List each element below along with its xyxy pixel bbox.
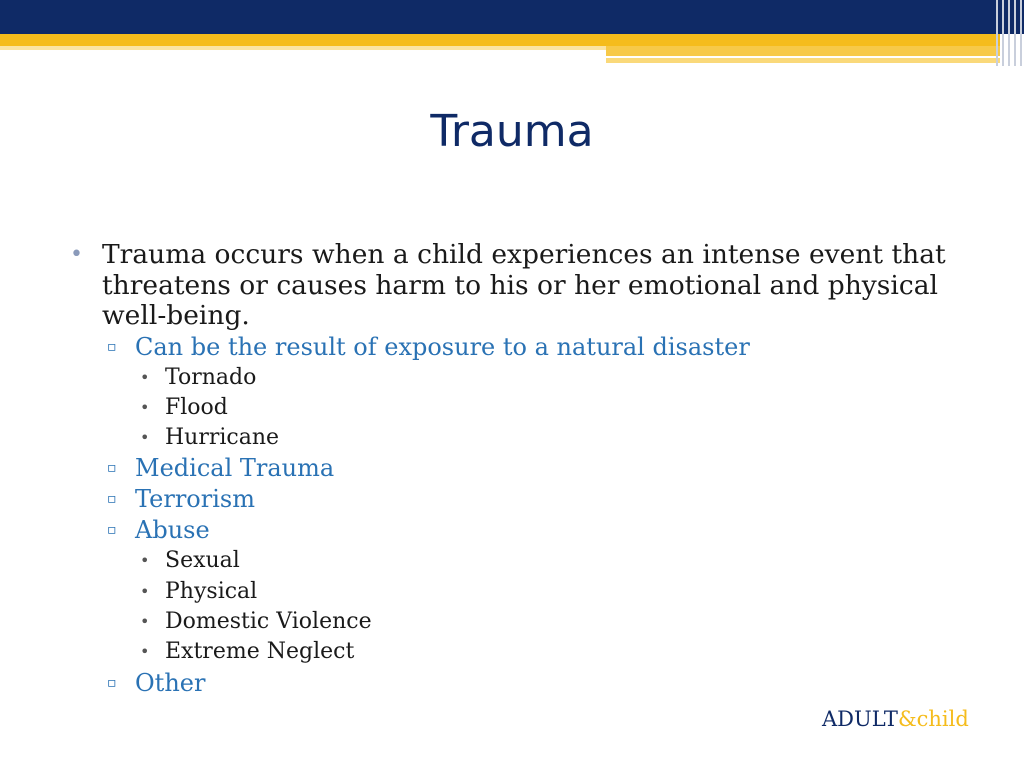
sub-item xyxy=(70,546,980,576)
header-gold-accent-thin xyxy=(606,58,1000,63)
brand-logo xyxy=(822,705,969,733)
intro-bullet xyxy=(70,240,980,332)
header-gold-accent-light xyxy=(0,46,606,50)
cause-item xyxy=(70,453,980,484)
header-band xyxy=(0,0,1024,34)
sub-item-label: Tornado xyxy=(165,364,257,390)
cause-label: Terrorism xyxy=(135,485,255,514)
header-gold-accent xyxy=(606,46,1000,56)
sub-item xyxy=(70,607,980,637)
slide-content xyxy=(70,240,980,699)
header-gold-stripe xyxy=(0,34,1000,46)
dot-bullet-icon: • xyxy=(140,397,150,417)
cause-item xyxy=(70,332,980,363)
sub-item-label: Flood xyxy=(165,394,228,420)
sub-item xyxy=(70,637,980,667)
cause-label: Medical Trauma xyxy=(135,454,335,483)
square-bullet-icon: ▫ xyxy=(107,522,117,539)
sub-item-label: Domestic Violence xyxy=(165,608,372,634)
cause-label: Can be the result of exposure to a natural disaster xyxy=(135,332,750,361)
sub-item-label: Physical xyxy=(165,578,258,604)
sub-item xyxy=(70,393,980,423)
sub-item-label: Sexual xyxy=(165,548,240,574)
cause-label: Other xyxy=(135,668,206,697)
bullet-marker: • xyxy=(70,242,83,267)
dot-bullet-icon: • xyxy=(140,581,150,601)
brand-child: &child xyxy=(897,707,969,731)
intro-text: Trauma occurs when a child experiences an intense event that threatens or causes harm to his or her emotional and physical well-being. xyxy=(102,239,946,331)
sub-item xyxy=(70,423,980,453)
sub-item xyxy=(70,577,980,607)
cause-item xyxy=(70,484,980,515)
dot-bullet-icon: • xyxy=(140,367,150,387)
dot-bullet-icon: • xyxy=(140,551,150,571)
dot-bullet-icon: • xyxy=(140,611,150,631)
cause-item xyxy=(70,515,980,546)
square-bullet-icon: ▫ xyxy=(107,491,117,508)
square-bullet-icon: ▫ xyxy=(107,338,117,355)
dot-bullet-icon: • xyxy=(140,428,150,448)
slide-title: Trauma xyxy=(430,106,594,157)
square-bullet-icon: ▫ xyxy=(107,674,117,691)
brand-adult: ADULT xyxy=(822,707,898,731)
header-decorative-stripes xyxy=(994,0,1024,66)
square-bullet-icon: ▫ xyxy=(107,460,117,477)
cause-item xyxy=(70,668,980,699)
sub-item xyxy=(70,363,980,393)
cause-label: Abuse xyxy=(135,516,210,545)
dot-bullet-icon: • xyxy=(140,642,150,662)
sub-item-label: Extreme Neglect xyxy=(165,639,355,665)
sub-item-label: Hurricane xyxy=(165,425,280,451)
